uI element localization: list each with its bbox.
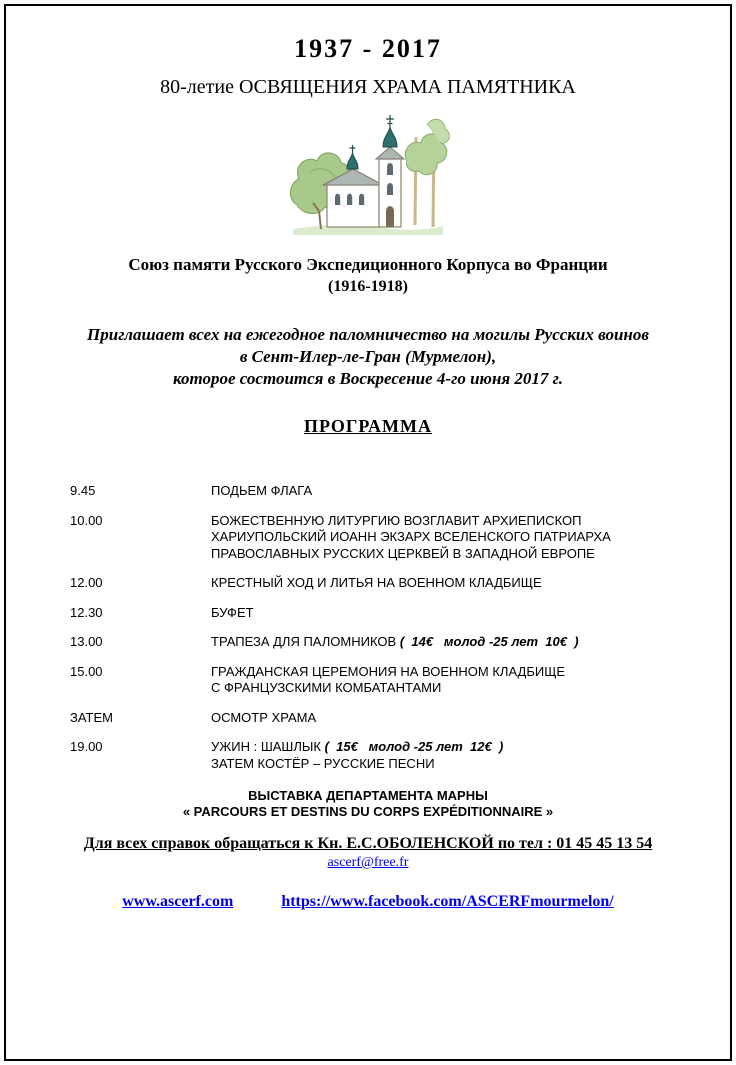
program-desc: ПРАВОСЛАВНЫХ РУССКИХ ЦЕРКВЕЙ В ЗАПАДНОЙ ЕВРОПЕ <box>211 545 595 561</box>
association-name: Союз памяти Русского Экспедиционного Корпуса во Франции <box>128 255 608 274</box>
exhibition-line-2: « PARCOURS ET DESTINS DU CORPS EXPÉDITIONNAIRE » <box>182 804 554 819</box>
invitation-line-3: которое состоится в Воскресение 4-го июня 2017 г. <box>173 369 563 388</box>
program-row <box>70 634 700 651</box>
program-time: 19.00 <box>70 739 103 754</box>
program-desc: БОЖЕСТВЕННУЮ ЛИТУРГИЮ ВОЗГЛАВИТ АРХИЕПИСКОП <box>211 512 582 528</box>
flyer-page <box>4 4 732 1061</box>
program-desc: УЖИН : ШАШЛЫК <box>211 739 321 754</box>
program-row <box>70 513 700 563</box>
email-link[interactable]: ascerf@free.fr <box>327 855 409 870</box>
program-desc: ГРАЖДАНСКАЯ ЦЕРЕМОНИЯ НА ВОЕННОМ КЛАДБИЩЕ <box>211 663 566 679</box>
exhibition-announcement <box>6 788 730 820</box>
website-link[interactable]: www.ascerf.com <box>122 893 234 910</box>
program-row <box>70 710 700 727</box>
footer-links <box>6 893 730 911</box>
program-row <box>70 739 700 772</box>
invitation-text <box>6 324 730 390</box>
program-desc: ЗАТЕМ КОСТЁР – РУССКИЕ ПЕСНИ <box>211 755 435 771</box>
program-list <box>70 483 700 772</box>
church-illustration <box>283 107 453 239</box>
invitation-line-1: Приглашает всех на ежегодное паломничество на могилы Русских воинов <box>87 325 649 344</box>
invitation-line-2: в Сент-Илер-ле-Гран (Мурмелон), <box>239 347 497 366</box>
program-row <box>70 605 700 622</box>
program-time: 13.00 <box>70 634 103 649</box>
program-time: 10.00 <box>70 512 103 528</box>
program-desc: БУФЕТ <box>211 604 254 620</box>
program-desc: ПОДЬЕМ ФЛАГА <box>211 483 313 498</box>
program-price: ( 15€ молод -25 лет 12€ ) <box>324 739 504 754</box>
program-time: 15.00 <box>70 663 103 679</box>
program-desc: С ФРАНЦУЗСКИМИ КОМБАТАНТАМИ <box>211 680 442 695</box>
program-desc: ТРАПЕЗА ДЛЯ ПАЛОМНИКОВ <box>211 634 397 649</box>
program-row <box>70 575 700 592</box>
program-desc: ХАРИУПОЛЬСКИЙ ИОАНН ЭКЗАРХ ВСЕЛЕНСКОГО ПАТРИАРХА <box>211 529 611 544</box>
church-drawing-icon <box>283 107 453 239</box>
title-years: 1937 - 2017 <box>294 34 442 63</box>
program-time: 9.45 <box>70 483 96 498</box>
program-time: ЗАТЕМ <box>70 709 113 725</box>
title-anniversary: 80-летие ОСВЯЩЕНИЯ ХРАМА ПАМЯТНИКА <box>160 76 576 98</box>
program-desc: КРЕСТНЫЙ ХОД И ЛИТЬЯ НА ВОЕННОМ КЛАДБИЩЕ <box>211 575 542 590</box>
program-heading: ПРОГРАММА <box>303 416 432 436</box>
exhibition-line-1: ВЫСТАВКА ДЕПАРТАМЕНТА МАРНЫ <box>248 788 488 803</box>
program-desc: ОСМОТР ХРАМА <box>211 709 317 725</box>
program-time: 12.00 <box>70 575 103 590</box>
program-price: ( 14€ молод -25 лет 10€ ) <box>399 634 579 649</box>
program-row <box>70 664 700 697</box>
program-time: 12.30 <box>70 604 103 620</box>
association-years: (1916-1918) <box>328 278 408 295</box>
program-row <box>70 483 700 500</box>
contact-info: Для всех справок обращаться к Кн. Е.С.ОБОЛЕНСКОЙ по тел : 01 45 45 13 54 <box>83 835 653 852</box>
facebook-link[interactable]: https://www.facebook.com/ASCERFmourmelon/ <box>281 893 614 910</box>
